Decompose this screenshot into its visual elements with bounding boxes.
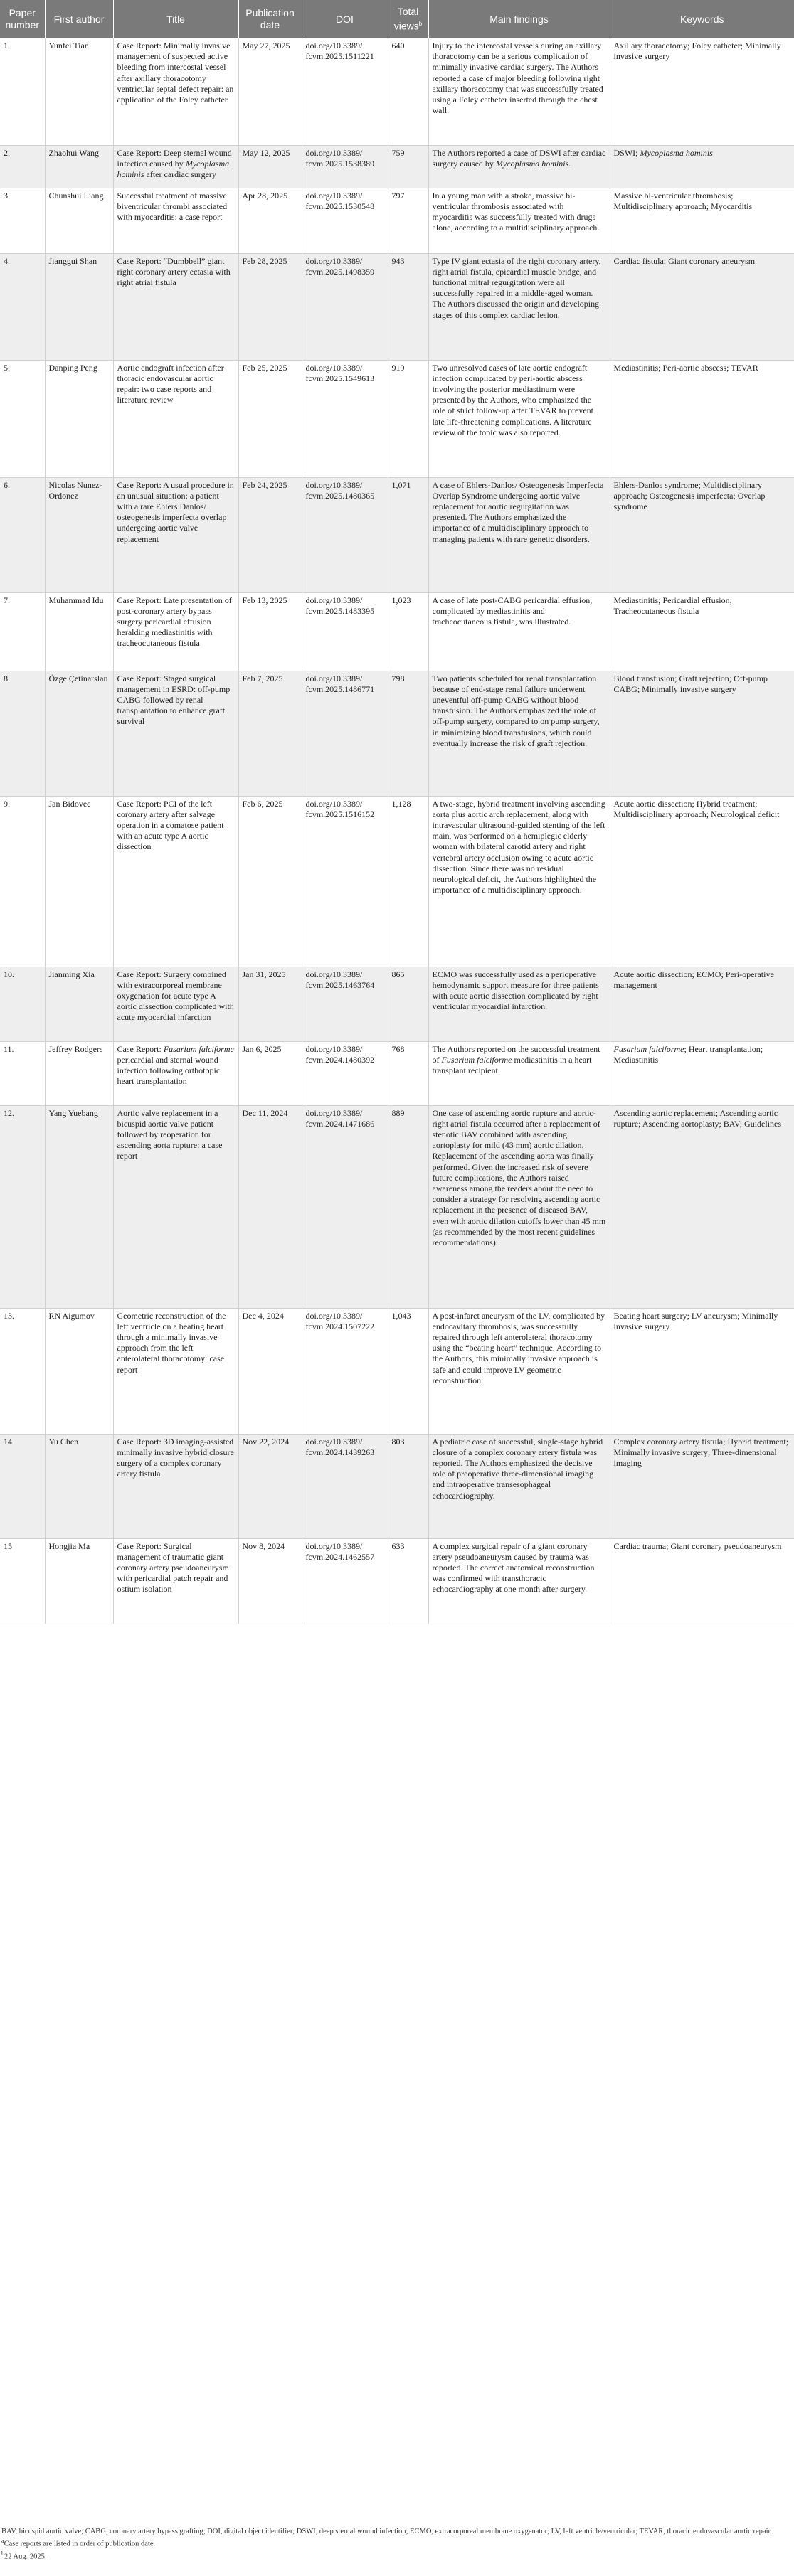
cell-doi: doi.org/10.3389/ fcvm.2025.1538389 (302, 145, 388, 188)
cell-title: Aortic valve replacement in a bicuspid aortic valve patient followed by reoperation for ascending aorta rupture: a case report (113, 1105, 238, 1308)
cell-total-views: 640 (388, 38, 428, 145)
cell-first-author: Danping Peng (45, 360, 113, 477)
table-row (0, 1308, 794, 1434)
cell-paper-number: 13. (0, 1308, 45, 1434)
cell-paper-number: 5. (0, 360, 45, 477)
footnote-b (1, 2549, 791, 2562)
table-footnotes (0, 2527, 791, 2561)
cell-main-findings: A post-infarct aneurysm of the LV, complicated by endocavitary thrombosis, was successfully repaired through left anterolateral thoracotomy using the “beating heart” technique. According to the Authors, this minimally invasive approach is safe and could improve LV geometric reconstruction. (428, 1308, 610, 1434)
findings-text-end: . (568, 158, 571, 169)
cell-title: Case Report: Surgery combined with extracorporeal membrane oxygenation for acute type A aortic dissection complicated with acute myocardial infarction (113, 967, 238, 1041)
cell-publication-date: Jan 31, 2025 (238, 967, 302, 1041)
cell-main-findings: A case of Ehlers-Danlos/ Osteogenesis Imperfecta Overlap Syndrome undergoing aortic valve replacement for aortic regurgitation was presented. The Authors emphasized the importance of a multidisciplinary approach to managing patients with rare genetic disorders. (428, 477, 610, 592)
cell-total-views: 797 (388, 188, 428, 253)
cell-title: Case Report: PCI of the left coronary artery after salvage operation in a comatose patient with an acute type A aortic dissection (113, 796, 238, 967)
cell-main-findings (428, 145, 610, 188)
cell-main-findings: One case of ascending aortic rupture and aortic-right atrial fistula occurred after a replacement of stenotic BAV combined with ascending aortoplasty for mild (43 mm) aortic dilation. Replacement of the ascending aorta was finally performed. Given the increased risk of severe future complications, the Authors raised awareness among the readers about the need to consider a strategy for resolving ascending aortic replacement in the presence of diseased BAV, even with aortic dilation cutoffs lower than 45 mm (as recommended by the most recent guidelines recommendations). (428, 1105, 610, 1308)
header-publication-date: Publication date (238, 0, 302, 38)
cell-title (113, 1041, 238, 1105)
table-row (0, 1041, 794, 1105)
cell-main-findings: A complex surgical repair of a giant coronary artery pseudoaneurysm caused by trauma was reported. The correct anatomical reconstruction was confirmed with transthoracic echocardiography at one month after surgery. (428, 1538, 610, 1624)
cell-first-author: Jan Bidovec (45, 796, 113, 967)
cell-main-findings: Two unresolved cases of late aortic endograft infection complicated by peri-aortic abscess involving the posterior mediastinum were presented by the Authors, who emphasized the role of strict follow-up after TEVAR to prevent late life-threatening complications. A literature review of the topic was also reported. (428, 360, 610, 477)
cell-first-author: Yu Chen (45, 1434, 113, 1538)
findings-organism: Fusarium falciforme (441, 1054, 512, 1065)
title-organism: Mycoplasma hominis (117, 158, 230, 179)
cell-doi: doi.org/10.3389/ fcvm.2025.1549613 (302, 360, 388, 477)
header-first-author: First author (45, 0, 113, 38)
cell-keywords: Cardiac trauma; Giant coronary pseudoaneurysm (610, 1538, 794, 1624)
cell-title: Case Report: Late presentation of post-coronary artery bypass surgery pericardial effusion heralding mediastinitis with tracheocutaneous fistula (113, 592, 238, 671)
cell-paper-number: 10. (0, 967, 45, 1041)
keywords-text: DSWI; (613, 147, 640, 158)
cell-total-views: 803 (388, 1434, 428, 1538)
header-paper-number: Paper number (0, 0, 45, 38)
cell-paper-number: 12. (0, 1105, 45, 1308)
table-header (0, 0, 794, 38)
cell-keywords: Acute aortic dissection; ECMO; Peri-operative management (610, 967, 794, 1041)
header-views-footnote-mark: b (418, 21, 423, 28)
table-row (0, 1105, 794, 1308)
cell-publication-date: Nov 22, 2024 (238, 1434, 302, 1538)
table-row (0, 592, 794, 671)
table-row (0, 1538, 794, 1624)
cell-doi: doi.org/10.3389/ fcvm.2024.1439263 (302, 1434, 388, 1538)
cell-keywords: Ascending aortic replacement; Ascending aortic rupture; Ascending aortoplasty; BAV; Guidelines (610, 1105, 794, 1308)
cell-publication-date: Feb 25, 2025 (238, 360, 302, 477)
header-doi: DOI (302, 0, 388, 38)
cell-publication-date: May 12, 2025 (238, 145, 302, 188)
title-text-end: pericardial and sternal wound infection following orthotopic heart transplantation (117, 1054, 221, 1087)
cell-publication-date: Nov 8, 2024 (238, 1538, 302, 1624)
cell-main-findings: Two patients scheduled for renal transplantation because of end-stage renal failure underwent uneventful off-pump CABG without blood transfusion. The Authors emphasized the role of off-pump surgery, compared to on pump surgery, in minimizing blood transfusions, which could eventually increase the risk of graft rejection. (428, 671, 610, 796)
table-row (0, 360, 794, 477)
cell-title: Aortic endograft infection after thoracic endovascular aortic repair: two case reports and literature review (113, 360, 238, 477)
cell-doi: doi.org/10.3389/ fcvm.2024.1462557 (302, 1538, 388, 1624)
findings-text-end: mediastinitis in a heart transplant recipient. (432, 1054, 592, 1075)
cell-total-views: 865 (388, 967, 428, 1041)
table-row (0, 967, 794, 1041)
table-row (0, 477, 794, 592)
cell-first-author: Hongjia Ma (45, 1538, 113, 1624)
cell-keywords: Ehlers-Danlos syndrome; Multidisciplinary approach; Osteogenesis imperfecta; Overlap syndrome (610, 477, 794, 592)
cell-first-author: Özge Çetinarslan (45, 671, 113, 796)
cell-keywords: Cardiac fistula; Giant coronary aneurysm (610, 253, 794, 360)
cell-title: Case Report: Staged surgical management in ESRD: off-pump CABG followed by renal transplantation to enhance graft survival (113, 671, 238, 796)
cell-total-views: 768 (388, 1041, 428, 1105)
cell-keywords (610, 1041, 794, 1105)
keywords-text-end: ; Heart transplantation; Mediastinitis (613, 1043, 763, 1065)
cell-total-views: 1,128 (388, 796, 428, 967)
header-total-views (388, 0, 428, 38)
cell-keywords (610, 145, 794, 188)
cell-paper-number: 14 (0, 1434, 45, 1538)
footnote-a (1, 2536, 791, 2549)
cell-total-views: 759 (388, 145, 428, 188)
cell-main-findings: A two-stage, hybrid treatment involving ascending aorta plus aortic arch replacement, along with intravascular ultrasound-guided stenting of the left main, was performed on a hemiplegic elderly woman with bilateral carotid artery and right vertebral artery occlusion owing to acute aortic dissection. Since there was no residual neurological deficit, the Authors highlighted the importance of a multidisciplinary approach. (428, 796, 610, 967)
cell-keywords: Complex coronary artery fistula; Hybrid treatment; Minimally invasive surgery; Three-dimensional imaging (610, 1434, 794, 1538)
cell-first-author: RN Aigumov (45, 1308, 113, 1434)
cell-doi: doi.org/10.3389/ fcvm.2024.1480392 (302, 1041, 388, 1105)
cell-first-author: Nicolas Nunez-Ordonez (45, 477, 113, 592)
cell-doi: doi.org/10.3389/ fcvm.2025.1498359 (302, 253, 388, 360)
cell-paper-number: 11. (0, 1041, 45, 1105)
footnote-b-mark: b (1, 2550, 4, 2557)
cell-total-views: 1,071 (388, 477, 428, 592)
cell-title: Case Report: Minimally invasive management of suspected active bleeding from intercostal vessel after axillary thoracotomy ventricular septal defect repair: an application of the Foley catheter (113, 38, 238, 145)
cell-keywords: Beating heart surgery; LV aneurysm; Minimally invasive surgery (610, 1308, 794, 1434)
cell-main-findings: ECMO was successfully used as a perioperative hemodynamic support measure for three patients with acute aortic dissection complicated by right ventricular myocardial infarction. (428, 967, 610, 1041)
cell-keywords: Mediastinitis; Pericardial effusion; Tracheocutaneous fistula (610, 592, 794, 671)
cell-paper-number: 1. (0, 38, 45, 145)
cell-first-author: Jianming Xia (45, 967, 113, 1041)
cell-keywords: Axillary thoracotomy; Foley catheter; Minimally invasive surgery (610, 38, 794, 145)
table-row (0, 188, 794, 253)
findings-text: The Authors reported on the successful treatment of (432, 1043, 600, 1065)
cell-doi: doi.org/10.3389/ fcvm.2025.1511221 (302, 38, 388, 145)
cell-total-views: 919 (388, 360, 428, 477)
footnote-a-mark: a (1, 2538, 4, 2544)
cell-first-author: Muhammad Idu (45, 592, 113, 671)
title-organism: Fusarium falciforme (163, 1043, 234, 1054)
cell-keywords: Acute aortic dissection; Hybrid treatment; Multidisciplinary approach; Neurological deficit (610, 796, 794, 967)
cell-total-views: 798 (388, 671, 428, 796)
abbreviations-note: BAV, bicuspid aortic valve; CABG, coronary artery bypass grafting; DOI, digital object identifier; DSWI, deep sternal wound infection; ECMO, extracorporeal membrane oxygenator; LV, left ventricle/ventricular; TEVAR, thoracic endovascular aortic repair. (1, 2528, 773, 2535)
cell-doi: doi.org/10.3389/ fcvm.2025.1480365 (302, 477, 388, 592)
cell-publication-date: Feb 13, 2025 (238, 592, 302, 671)
cell-title: Geometric reconstruction of the left ventricle on a beating heart through a minimally invasive approach from the left anterolateral thoracotomy: case report (113, 1308, 238, 1434)
keywords-organism: Fusarium falciforme (613, 1043, 684, 1054)
cell-total-views: 889 (388, 1105, 428, 1308)
table-row (0, 1434, 794, 1538)
table-row (0, 671, 794, 796)
cell-total-views: 1,023 (388, 592, 428, 671)
cell-paper-number: 2. (0, 145, 45, 188)
footnote-b-text: 22 Aug. 2025. (4, 2553, 47, 2560)
cell-title: Case Report: “Dumbbell” giant right coronary artery ectasia with right atrial fistula (113, 253, 238, 360)
cell-main-findings: Type IV giant ectasia of the right coronary artery, right atrial fistula, epicardial muscle bridge, and functional mitral regurgitation were all successfully repaired in a middle-aged woman. The Authors discussed the origin and developing stages of this complex cardiac lesion. (428, 253, 610, 360)
title-text: Case Report: Deep sternal wound infection caused by (117, 147, 232, 169)
cell-paper-number: 8. (0, 671, 45, 796)
cell-paper-number: 3. (0, 188, 45, 253)
title-text-end: after cardiac surgery (144, 169, 216, 179)
cell-publication-date: Dec 4, 2024 (238, 1308, 302, 1434)
cell-doi: doi.org/10.3389/ fcvm.2024.1471686 (302, 1105, 388, 1308)
table-row (0, 796, 794, 967)
cell-publication-date: Feb 24, 2025 (238, 477, 302, 592)
cell-keywords: Massive bi-ventricular thrombosis; Multidisciplinary approach; Myocarditis (610, 188, 794, 253)
cell-first-author: Yunfei Tian (45, 38, 113, 145)
cell-doi: doi.org/10.3389/ fcvm.2025.1463764 (302, 967, 388, 1041)
cell-doi: doi.org/10.3389/ fcvm.2025.1483395 (302, 592, 388, 671)
cell-keywords: Blood transfusion; Graft rejection; Off-pump CABG; Minimally invasive surgery (610, 671, 794, 796)
header-main-findings: Main findings (428, 0, 610, 38)
findings-organism: Mycoplasma hominis (495, 158, 569, 169)
cell-main-findings: In a young man with a stroke, massive bi-ventricular thrombosis associated with myocarditis was successfully treated with drugs alone, according to a multidisciplinary approach. (428, 188, 610, 253)
cell-title: Successful treatment of massive biventricular thrombi associated with myocarditis: a case report (113, 188, 238, 253)
cell-main-findings: A pediatric case of successful, single-stage hybrid closure of a complex coronary artery fistula was reported. The Authors emphasized the decisive role of preoperative three-dimensional imaging and intraoperative transesophageal echocardiography. (428, 1434, 610, 1538)
cell-total-views: 1,043 (388, 1308, 428, 1434)
cell-title: Case Report: A usual procedure in an unusual situation: a patient with a rare Ehlers Danlos/ osteogenesis imperfecta overlap undergoing aortic valve replacement (113, 477, 238, 592)
cell-doi: doi.org/10.3389/ fcvm.2025.1516152 (302, 796, 388, 967)
cell-publication-date: Jan 6, 2025 (238, 1041, 302, 1105)
table-row (0, 38, 794, 145)
cell-first-author: Yang Yuebang (45, 1105, 113, 1308)
cell-main-findings: Injury to the intercostal vessels during an axillary thoracotomy can be a serious complication of minimally invasive cardiac surgery. The Authors reported a case of major bleeding following right axillary thoracotomy that was successfully treated using a Foley catheter inserted through the chest wall. (428, 38, 610, 145)
cell-paper-number: 7. (0, 592, 45, 671)
cell-main-findings: A case of late post-CABG pericardial effusion, complicated by mediastinitis and tracheocutaneous fistula, was illustrated. (428, 592, 610, 671)
header-total-views-label: Total views (393, 6, 419, 32)
cell-first-author: Jeffrey Rodgers (45, 1041, 113, 1105)
cell-doi: doi.org/10.3389/ fcvm.2024.1507222 (302, 1308, 388, 1434)
cell-keywords: Mediastinitis; Peri-aortic abscess; TEVAR (610, 360, 794, 477)
cell-first-author: Zhaohui Wang (45, 145, 113, 188)
cell-publication-date: Apr 28, 2025 (238, 188, 302, 253)
cell-total-views: 633 (388, 1538, 428, 1624)
cell-paper-number: 9. (0, 796, 45, 967)
cell-main-findings (428, 1041, 610, 1105)
title-text: Case Report: (117, 1043, 164, 1054)
cell-publication-date: Feb 28, 2025 (238, 253, 302, 360)
table-row (0, 145, 794, 188)
keywords-organism: Mycoplasma hominis (640, 147, 713, 158)
cell-doi: doi.org/10.3389/ fcvm.2025.1486771 (302, 671, 388, 796)
cell-publication-date: Feb 7, 2025 (238, 671, 302, 796)
cell-paper-number: 4. (0, 253, 45, 360)
cell-doi: doi.org/10.3389/ fcvm.2025.1530548 (302, 188, 388, 253)
cell-publication-date: Feb 6, 2025 (238, 796, 302, 967)
header-keywords: Keywords (610, 0, 794, 38)
cell-title: Case Report: 3D imaging-assisted minimally invasive hybrid closure surgery of a complex coronary artery fistula (113, 1434, 238, 1538)
cell-publication-date: Dec 11, 2024 (238, 1105, 302, 1308)
cell-paper-number: 15 (0, 1538, 45, 1624)
cell-first-author: Chunshui Liang (45, 188, 113, 253)
cell-publication-date: May 27, 2025 (238, 38, 302, 145)
table-body (0, 38, 794, 1624)
cell-paper-number: 6. (0, 477, 45, 592)
findings-text: The Authors reported a case of DSWI after cardiac surgery caused by (432, 147, 606, 169)
header-title: Title (113, 0, 238, 38)
cell-total-views: 943 (388, 253, 428, 360)
cell-title (113, 145, 238, 188)
cell-title: Case Report: Surgical management of traumatic giant coronary artery pseudoaneurysm with pericardial patch repair and ostium isolation (113, 1538, 238, 1624)
table-row (0, 253, 794, 360)
footnote-a-text: Case reports are listed in order of publication date. (4, 2540, 156, 2548)
cell-first-author: Jianggui Shan (45, 253, 113, 360)
